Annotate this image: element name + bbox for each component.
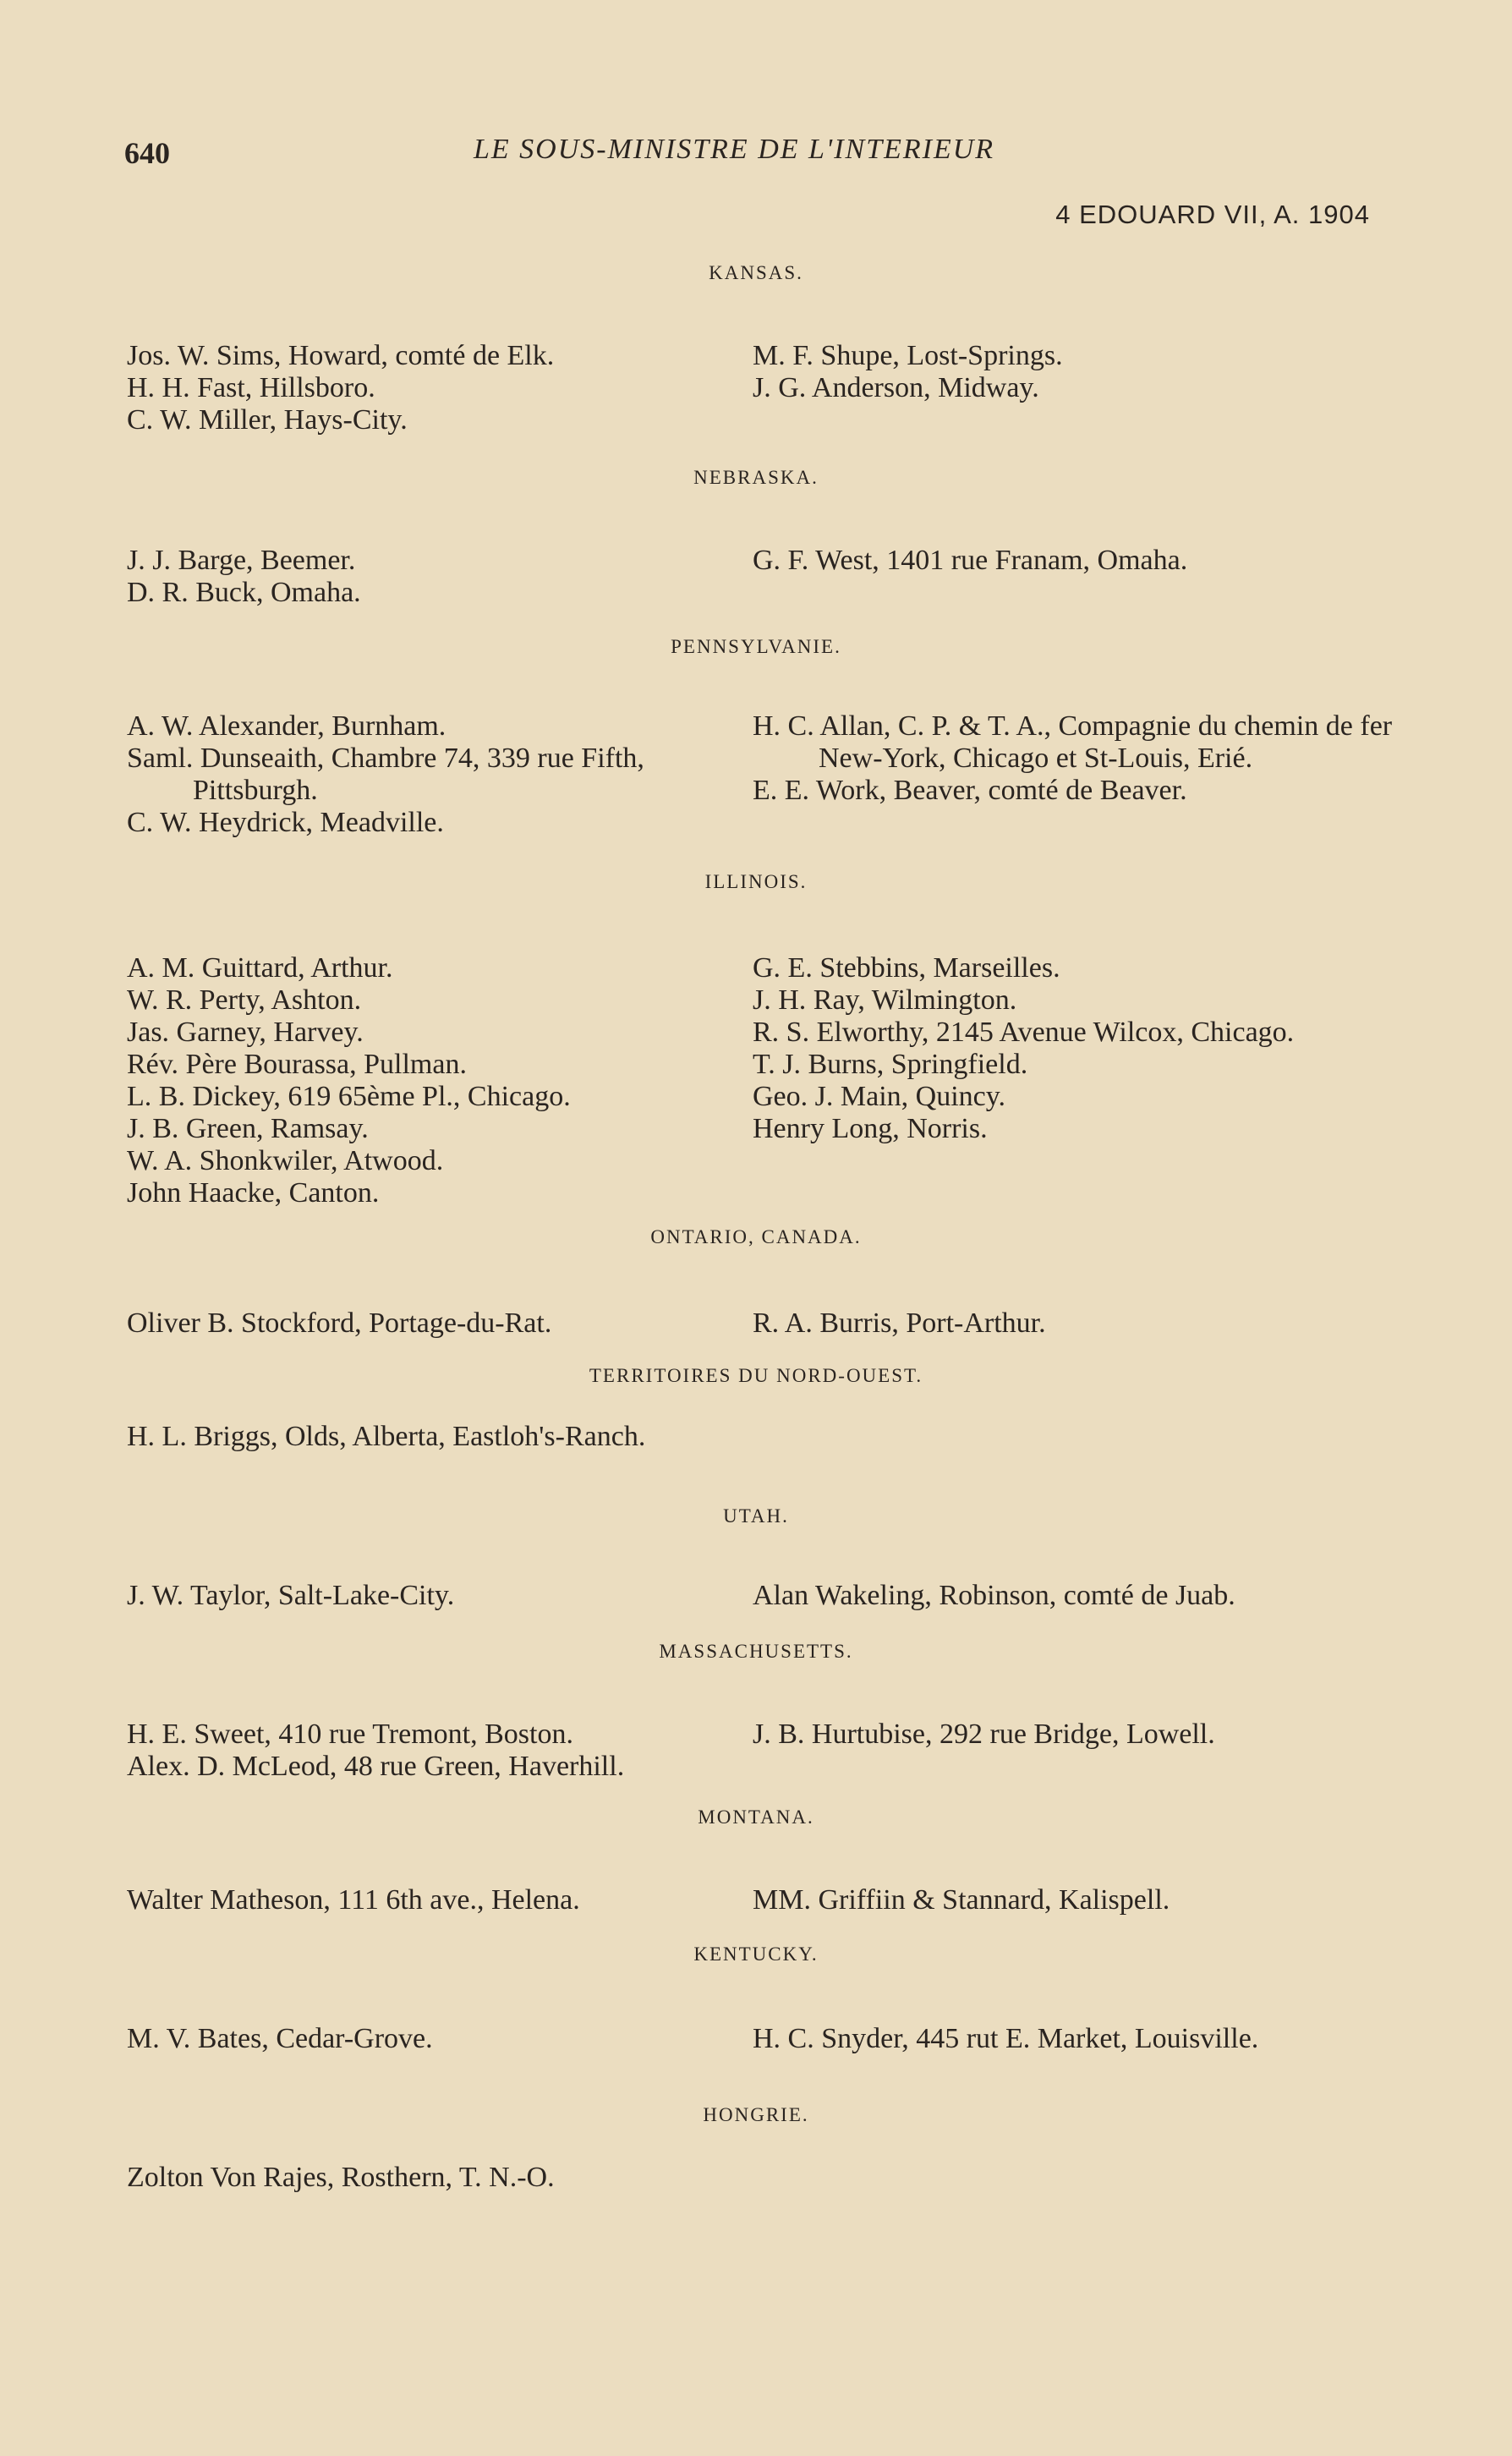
section-ontario (0, 1226, 1512, 1339)
right-column (753, 1580, 1370, 1612)
section-montana (0, 1806, 1512, 1916)
left-column (127, 1307, 719, 1340)
list-item: Walter Matheson, 111 6th ave., Helena. (127, 1884, 580, 1916)
section-heading: PENNSYLVANIE. (671, 636, 841, 657)
list-item: W. A. Shonkwiler, Atwood. (127, 1145, 444, 1176)
list-item: G. F. West, 1401 rue Franam, Omaha. (753, 545, 1188, 576)
section-utah (0, 1505, 1512, 1611)
section-territoires (0, 1365, 1512, 1452)
list-item: Alex. D. McLeod, 48 rue Green, Haverhill. (127, 1751, 625, 1782)
right-column (753, 1719, 1370, 1751)
section-nebraska (0, 467, 1512, 608)
list-item: Rév. Père Bourassa, Pullman. (127, 1049, 467, 1080)
list-item: D. R. Buck, Omaha. (127, 577, 361, 608)
left-column (127, 1580, 719, 1612)
section-massachusetts (0, 1641, 1512, 1782)
section-heading: TERRITOIRES DU NORD-OUEST. (589, 1365, 923, 1386)
right-column (753, 1307, 1370, 1340)
list-item: R. A. Burris, Port-Arthur. (753, 1307, 1046, 1339)
list-item: J. B. Green, Ramsay. (127, 1113, 369, 1144)
list-item: J. J. Barge, Beemer. (127, 545, 356, 576)
right-column (753, 1884, 1370, 1916)
section-kansas (0, 262, 1512, 436)
list-item: A. M. Guittard, Arthur. (127, 952, 393, 984)
page-number: 640 (124, 136, 170, 170)
list-item: Oliver B. Stockford, Portage-du-Rat. (127, 1307, 552, 1339)
list-item: Jas. Garney, Harvey. (127, 1017, 364, 1048)
list-item: C. W. Miller, Hays-City. (127, 404, 408, 436)
right-column (753, 340, 1370, 404)
section-heading: KANSAS. (709, 262, 803, 283)
left-column (127, 1884, 770, 1916)
list-item: MM. Griffiin & Stannard, Kalispell. (753, 1884, 1170, 1916)
running-title: LE SOUS-MINISTRE DE L'INTERIEUR (474, 134, 995, 165)
section-heading: KENTUCKY. (693, 1943, 819, 1965)
section-illinois (0, 871, 1512, 1209)
list-item: E. E. Work, Beaver, comté de Beaver. (753, 775, 1187, 806)
section-heading: MASSACHUSETTS. (659, 1641, 853, 1662)
right-column (753, 2023, 1370, 2055)
list-item: T. J. Burns, Springfield. (753, 1049, 1028, 1080)
list-item: R. S. Elworthy, 2145 Avenue Wilcox, Chicago. (753, 1017, 1295, 1048)
list-item: Alan Wakeling, Robinson, comté de Juab. (753, 1580, 1235, 1611)
list-item: J. B. Hurtubise, 292 rue Bridge, Lowell. (753, 1719, 1215, 1750)
list-item: J. W. Taylor, Salt-Lake-City. (127, 1580, 455, 1611)
right-column (753, 952, 1370, 1145)
list-item: H. H. Fast, Hillsboro. (127, 372, 375, 403)
left-column (127, 952, 719, 1209)
list-item: L. B. Dickey, 619 65ème Pl., Chicago. (127, 1081, 571, 1112)
list-item: M. V. Bates, Cedar-Grove. (127, 2023, 433, 2054)
left-column (127, 1719, 770, 1783)
list-item: John Haacke, Canton. (127, 1177, 380, 1209)
list-item: J. H. Ray, Wilmington. (753, 984, 1017, 1016)
list-item: H. E. Sweet, 410 rue Tremont, Boston. (127, 1719, 573, 1750)
left-column (127, 710, 719, 839)
section-heading: UTAH. (723, 1505, 789, 1527)
list-item: H. L. Briggs, Olds, Alberta, Eastloh's-Ranch. (127, 1421, 646, 1452)
list-item: H. C. Allan, C. P. & T. A., Compagnie du chemin de fer New-York, Chicago et St-Louis, Erié. (753, 710, 1393, 774)
section-heading: MONTANA. (698, 1806, 814, 1828)
list-item: Zolton Von Rajes, Rosthern, T. N.-O. (127, 2162, 555, 2193)
section-hongrie (0, 2104, 1512, 2193)
list-item: M. F. Shupe, Lost-Springs. (753, 340, 1063, 371)
list-item: Saml. Dunseaith, Chambre 74, 339 rue Fifth, Pittsburgh. (127, 743, 644, 806)
session-label: 4 EDOUARD VII, A. 1904 (1055, 200, 1370, 229)
list-item: G. E. Stebbins, Marseilles. (753, 952, 1060, 984)
right-column (753, 545, 1370, 577)
section-heading: NEBRASKA. (693, 467, 819, 488)
right-column (753, 710, 1393, 807)
section-heading: HONGRIE. (703, 2104, 809, 2125)
list-item: A. W. Alexander, Burnham. (127, 710, 446, 742)
list-item: H. C. Snyder, 445 rut E. Market, Louisville. (753, 2023, 1259, 2054)
list-item: Jos. W. Sims, Howard, comté de Elk. (127, 340, 555, 371)
section-heading: ILLINOIS. (704, 871, 808, 892)
list-item: Henry Long, Norris. (753, 1113, 988, 1144)
list-item: C. W. Heydrick, Meadville. (127, 807, 444, 838)
left-column (127, 2023, 719, 2055)
section-kentucky (0, 1943, 1512, 2054)
section-pennsylvanie (0, 636, 1512, 838)
left-column (127, 545, 719, 609)
left-column (127, 340, 719, 436)
section-heading: ONTARIO, CANADA. (650, 1226, 862, 1247)
list-item: Geo. J. Main, Quincy. (753, 1081, 1006, 1112)
list-item: W. R. Perty, Ashton. (127, 984, 362, 1016)
list-item: J. G. Anderson, Midway. (753, 372, 1039, 403)
